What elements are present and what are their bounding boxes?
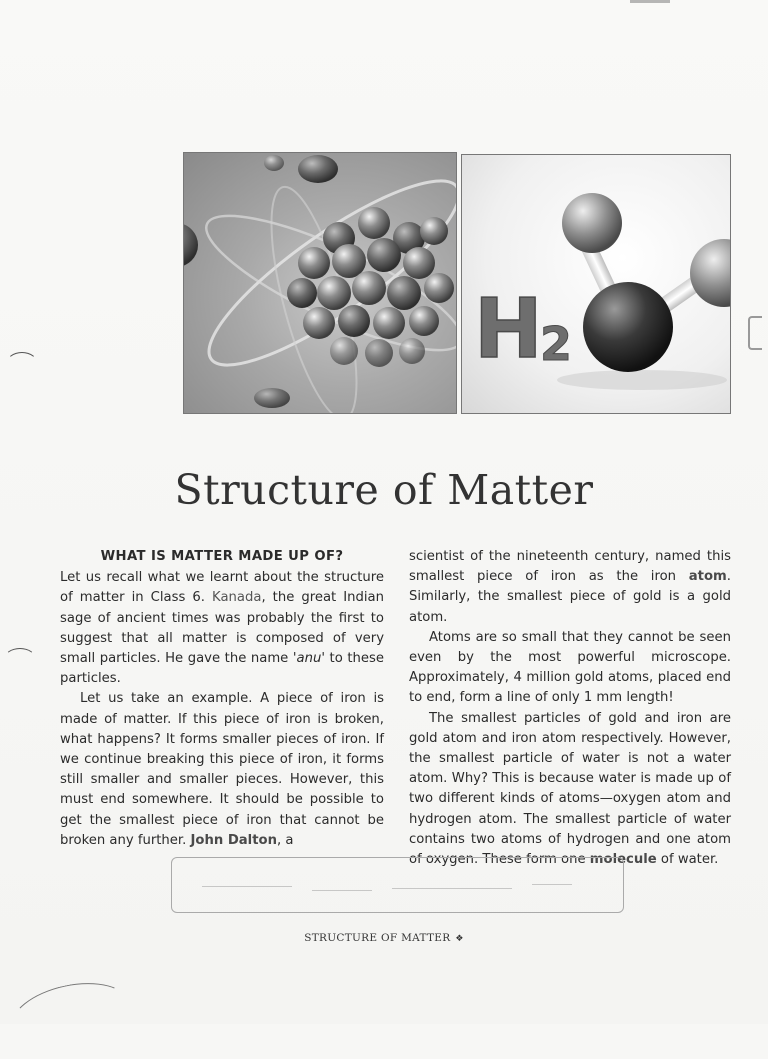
scan-arc-left-mid [4, 648, 36, 670]
diamond-icon: ❖ [455, 934, 464, 944]
text-span: , a [276, 832, 294, 848]
paragraph [409, 547, 731, 628]
h2-label [474, 282, 572, 377]
running-footer [0, 932, 768, 944]
term-atom: atom [688, 569, 727, 585]
paragraph [60, 568, 384, 689]
footer-text: STRUCTURE OF MATTER [304, 932, 451, 944]
term-anu: 'anu' [292, 651, 325, 667]
atom-model-icon [184, 153, 456, 413]
scan-bracket [748, 316, 762, 350]
text-span: Let us take an example. A piece of iron is made of matter. If this piece of iron is broken, what happens? It forms smaller pieces of iron. If we continue breaking this piece of iron, it forms still smaller and smaller pieces. However, this must end somewhere. It should be possible to get the smallest piece of iron that cannot be broken any further. [60, 691, 384, 848]
text-span: to these particles. [60, 651, 384, 687]
faint-caption-box [171, 857, 624, 913]
section-heading: WHAT IS MATTER MADE UP OF? [100, 549, 344, 564]
term-molecule: molecule [589, 852, 657, 868]
left-text-column [60, 547, 384, 851]
text-span: , the great Indian sage of ancient times was probably the first to suggest that all matter is composed of very small particles. He gave the name [60, 590, 384, 667]
scan-arc-bottom [5, 973, 137, 1059]
text-span: scientist of the nineteenth century, named this smallest piece of iron as the iron [409, 549, 731, 585]
right-text-column [409, 547, 731, 870]
paragraph [60, 689, 384, 851]
text-span: of water. [656, 852, 719, 868]
page-title: Structure of Matter [174, 466, 594, 514]
text-span: Let us recall what we learnt about the structure of matter in Class 6. [60, 570, 384, 606]
text-span: The smallest particles of gold and iron are gold atom and iron atom respectively. However, the smallest particle of water is not a water atom. Why? This is because water is made up of two different kinds of atoms—oxygen atom and hydrogen atom. The smallest particle of water contains two atoms of hydrogen and one atom of oxygen. These form one [409, 710, 731, 868]
svg-text:H: H [474, 282, 543, 377]
term-kanada: Kanada [212, 590, 262, 606]
paragraph [409, 709, 731, 871]
water-molecule-icon [462, 155, 730, 413]
scan-mark [630, 0, 670, 3]
scan-arc-left-top [6, 352, 38, 376]
text-span: . Similarly, the smallest piece of gold is a gold atom. [409, 569, 731, 625]
atom-model-image [183, 152, 457, 414]
svg-text:2: 2 [540, 317, 573, 371]
water-molecule-image [461, 154, 731, 414]
term-john-dalton: John Dalton [190, 832, 277, 848]
paragraph: Atoms are so small that they cannot be seen even by the most powerful microscope. Approximately, 4 million gold atoms, placed end to end, form a line of only 1 mm length! [409, 629, 731, 706]
